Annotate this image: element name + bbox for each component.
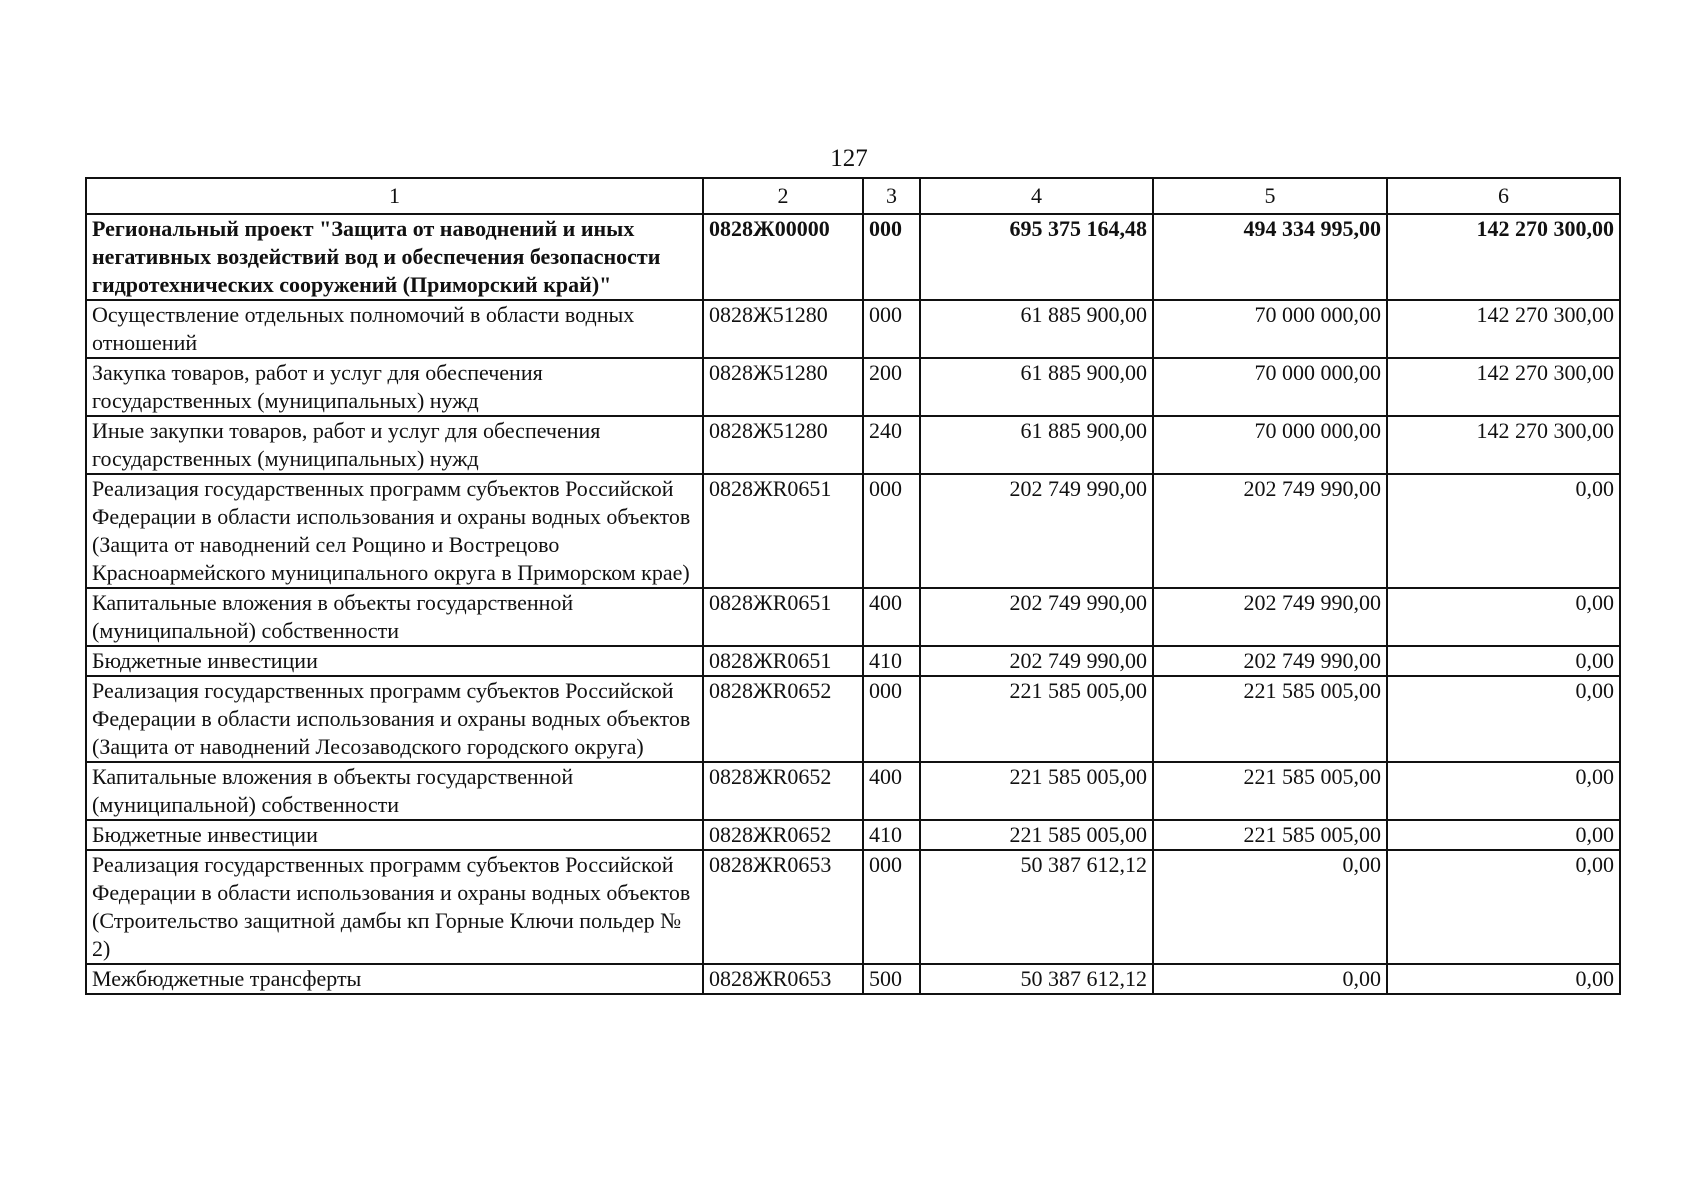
row-name-cell: Иные закупки товаров, работ и услуг для обеспечения государственных (муниципальных) нужд — [86, 416, 703, 474]
column-header: 4 — [920, 178, 1153, 214]
row-amount-col4-cell: 50 387 612,12 — [920, 850, 1153, 964]
row-code-cell: 0828ЖR0652 — [703, 676, 863, 762]
row-name-cell: Бюджетные инвестиции — [86, 820, 703, 850]
row-amount-col6-cell: 142 270 300,00 — [1387, 300, 1620, 358]
row-amount-col5-cell: 70 000 000,00 — [1153, 358, 1387, 416]
row-type-cell: 400 — [863, 762, 920, 820]
row-type-cell: 410 — [863, 820, 920, 850]
row-type-cell: 000 — [863, 676, 920, 762]
page-number: 127 — [830, 145, 868, 172]
row-amount-col5-cell: 221 585 005,00 — [1153, 676, 1387, 762]
row-type-cell: 500 — [863, 964, 920, 994]
row-amount-col6-cell: 0,00 — [1387, 474, 1620, 588]
row-code-cell: 0828ЖR0651 — [703, 588, 863, 646]
row-code-cell: 0828Ж00000 — [703, 214, 863, 300]
row-amount-col5-cell: 202 749 990,00 — [1153, 588, 1387, 646]
row-type-cell: 400 — [863, 588, 920, 646]
row-amount-col4-cell: 61 885 900,00 — [920, 300, 1153, 358]
row-type-cell: 410 — [863, 646, 920, 676]
table-row — [86, 214, 1620, 300]
row-name-cell: Реализация государственных программ субъектов Российской Федерации в области использования и охраны водных объектов (Защита от наводнений сел Рощино и Вострецово Красноармейского муниципального округа в Приморском крае) — [86, 474, 703, 588]
row-code-cell: 0828ЖR0653 — [703, 850, 863, 964]
row-name-cell: Бюджетные инвестиции — [86, 646, 703, 676]
row-amount-col6-cell: 142 270 300,00 — [1387, 214, 1620, 300]
row-amount-col5-cell: 202 749 990,00 — [1153, 646, 1387, 676]
row-amount-col5-cell: 221 585 005,00 — [1153, 762, 1387, 820]
table-row — [86, 964, 1620, 994]
row-amount-col4-cell: 695 375 164,48 — [920, 214, 1153, 300]
table-row — [86, 850, 1620, 964]
table-row — [86, 474, 1620, 588]
row-amount-col5-cell: 202 749 990,00 — [1153, 474, 1387, 588]
row-code-cell: 0828Ж51280 — [703, 300, 863, 358]
row-amount-col4-cell: 221 585 005,00 — [920, 762, 1153, 820]
row-type-cell: 000 — [863, 850, 920, 964]
budget-table — [85, 177, 1621, 995]
row-amount-col6-cell: 0,00 — [1387, 762, 1620, 820]
row-amount-col4-cell: 221 585 005,00 — [920, 676, 1153, 762]
row-name-cell: Реализация государственных программ субъектов Российской Федерации в области использования и охраны водных объектов (Защита от наводнений Лесозаводского городского округа) — [86, 676, 703, 762]
row-name-cell: Межбюджетные трансферты — [86, 964, 703, 994]
row-amount-col5-cell: 0,00 — [1153, 964, 1387, 994]
row-name-cell: Реализация государственных программ субъектов Российской Федерации в области использования и охраны водных объектов (Строительство защитной дамбы кп Горные Ключи польдер № 2) — [86, 850, 703, 964]
column-header: 3 — [863, 178, 920, 214]
row-name-cell: Региональный проект "Защита от наводнений и иных негативных воздействий вод и обеспечения безопасности гидротехнических сооружений (Приморский край)" — [86, 214, 703, 300]
table-row — [86, 358, 1620, 416]
column-header: 1 — [86, 178, 703, 214]
row-amount-col5-cell: 70 000 000,00 — [1153, 300, 1387, 358]
row-type-cell: 000 — [863, 474, 920, 588]
row-amount-col4-cell: 61 885 900,00 — [920, 358, 1153, 416]
column-header: 5 — [1153, 178, 1387, 214]
row-amount-col4-cell: 61 885 900,00 — [920, 416, 1153, 474]
row-amount-col4-cell: 202 749 990,00 — [920, 474, 1153, 588]
table-row — [86, 300, 1620, 358]
table-row — [86, 588, 1620, 646]
row-code-cell: 0828ЖR0652 — [703, 762, 863, 820]
row-code-cell: 0828Ж51280 — [703, 416, 863, 474]
row-code-cell: 0828Ж51280 — [703, 358, 863, 416]
row-name-cell: Осуществление отдельных полномочий в области водных отношений — [86, 300, 703, 358]
table-row — [86, 646, 1620, 676]
row-code-cell: 0828ЖR0651 — [703, 474, 863, 588]
row-amount-col6-cell: 0,00 — [1387, 676, 1620, 762]
row-code-cell: 0828ЖR0652 — [703, 820, 863, 850]
column-header: 2 — [703, 178, 863, 214]
row-name-cell: Капитальные вложения в объекты государственной (муниципальной) собственности — [86, 762, 703, 820]
table-header-row — [86, 178, 1620, 214]
row-name-cell: Капитальные вложения в объекты государственной (муниципальной) собственности — [86, 588, 703, 646]
row-amount-col6-cell: 0,00 — [1387, 646, 1620, 676]
row-amount-col6-cell: 142 270 300,00 — [1387, 358, 1620, 416]
table-row — [86, 762, 1620, 820]
row-amount-col4-cell: 202 749 990,00 — [920, 646, 1153, 676]
row-amount-col6-cell: 0,00 — [1387, 850, 1620, 964]
row-amount-col4-cell: 50 387 612,12 — [920, 964, 1153, 994]
row-amount-col5-cell: 494 334 995,00 — [1153, 214, 1387, 300]
table-row — [86, 416, 1620, 474]
row-amount-col4-cell: 221 585 005,00 — [920, 820, 1153, 850]
row-amount-col6-cell: 0,00 — [1387, 820, 1620, 850]
row-amount-col6-cell: 0,00 — [1387, 588, 1620, 646]
table-row — [86, 676, 1620, 762]
row-amount-col6-cell: 142 270 300,00 — [1387, 416, 1620, 474]
row-amount-col4-cell: 202 749 990,00 — [920, 588, 1153, 646]
row-type-cell: 000 — [863, 214, 920, 300]
row-amount-col5-cell: 221 585 005,00 — [1153, 820, 1387, 850]
row-amount-col5-cell: 70 000 000,00 — [1153, 416, 1387, 474]
row-code-cell: 0828ЖR0653 — [703, 964, 863, 994]
row-type-cell: 000 — [863, 300, 920, 358]
row-type-cell: 200 — [863, 358, 920, 416]
row-amount-col5-cell: 0,00 — [1153, 850, 1387, 964]
row-type-cell: 240 — [863, 416, 920, 474]
table-row — [86, 820, 1620, 850]
row-amount-col6-cell: 0,00 — [1387, 964, 1620, 994]
column-header: 6 — [1387, 178, 1620, 214]
row-code-cell: 0828ЖR0651 — [703, 646, 863, 676]
row-name-cell: Закупка товаров, работ и услуг для обеспечения государственных (муниципальных) нужд — [86, 358, 703, 416]
